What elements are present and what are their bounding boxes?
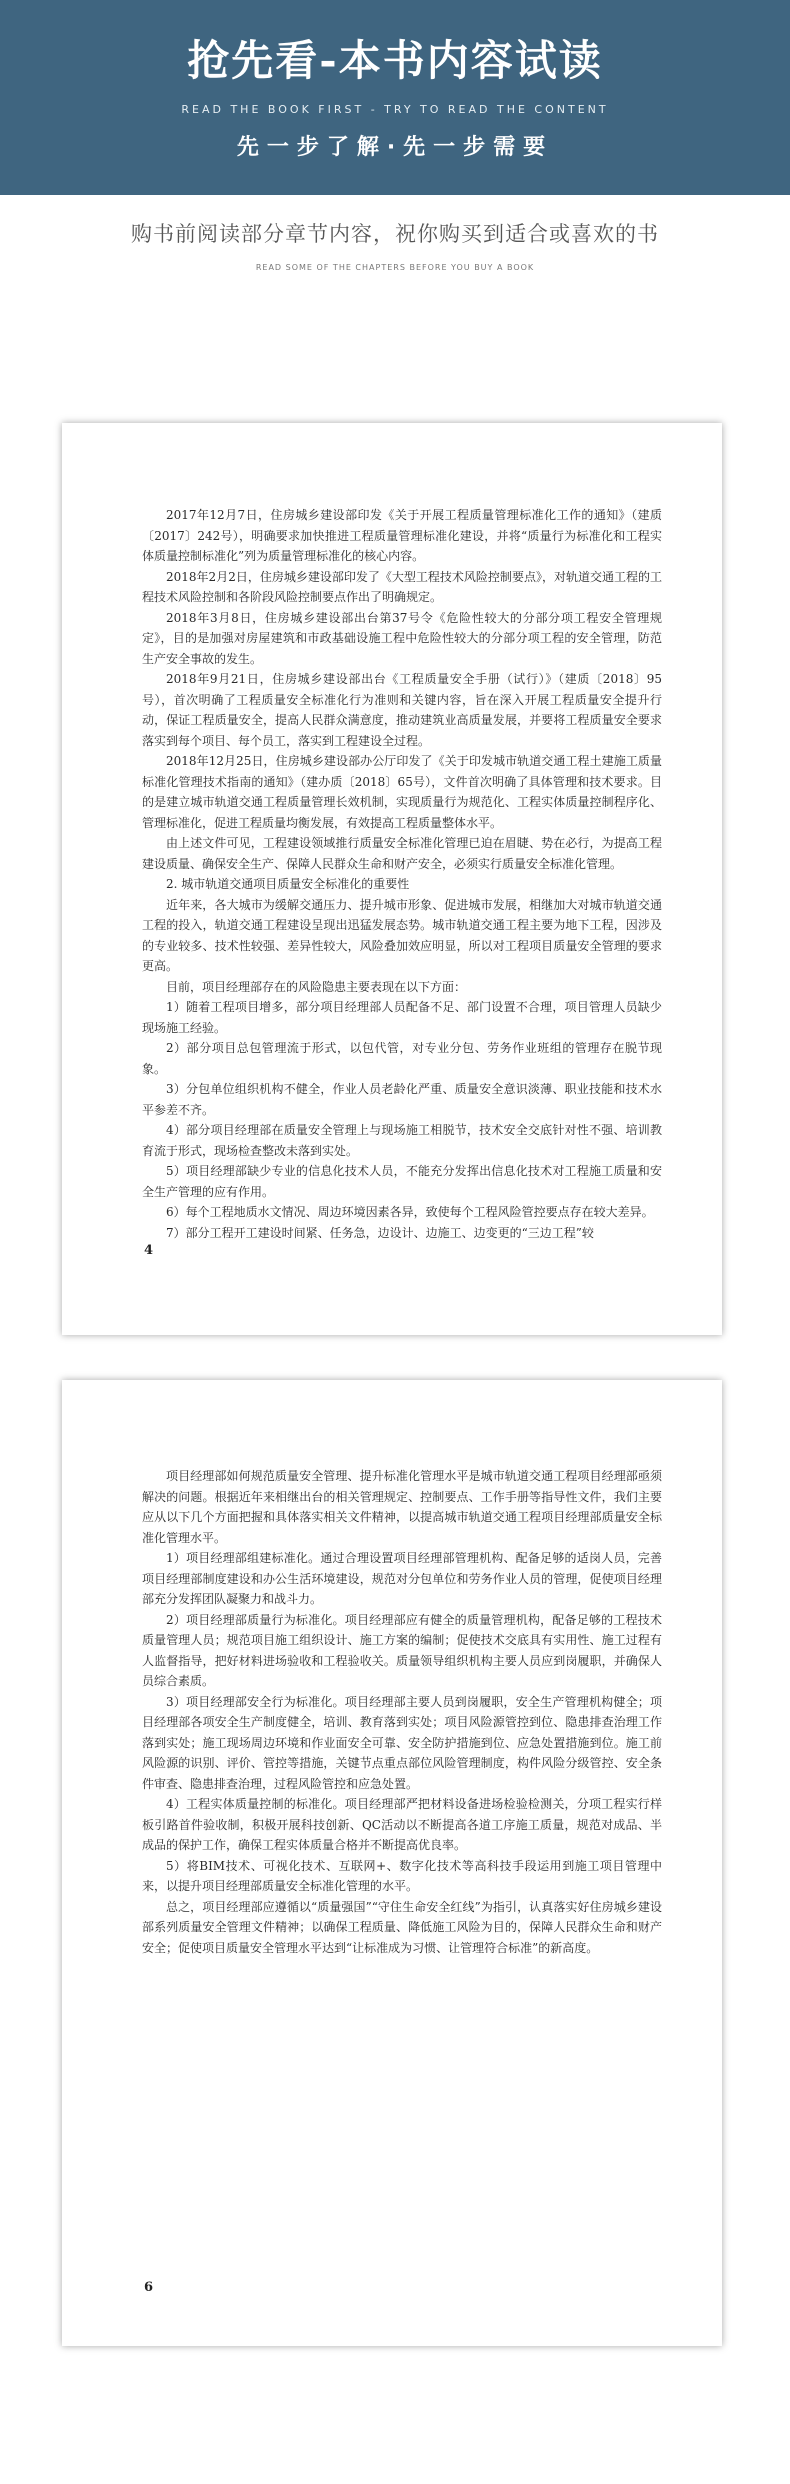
header-banner [0, 0, 790, 195]
paragraph: 2018年2月2日，住房城乡建设部印发了《大型工程技术风险控制要点》，对轨道交通工程的工程技术风险控制和各阶段风险控制要点作出了明确规定。 [142, 569, 662, 604]
list-item: 6）每个工程地质水文情况、周边环境因素各异，致使每个工程风险管控要点存在较大差异。 [166, 1205, 654, 1219]
paragraph: 总之，项目经理部应遵循以“质量强国”“守住生命安全红线”为指引，认真落实好住房城乡建设部系列质量安全管理文件精神；以确保工程质量、降低施工风险为目的，保障人民群众生命和财产安全；促使项目质量安全管理水平达到“让标准成为习惯、让管理符合标准”的新高度。 [142, 1899, 662, 1955]
list-item: 2）项目经理部质量行为标准化。项目经理部应有健全的质量管理机构，配备足够的工程技术质量管理人员；规范项目施工组织设计、施工方案的编制；促使技术交底具有实用性、施工过程有人监督指导，把好材料进场验收和工程验收关。质量领导组织机构主要人员应到岗履职，并确保人员综合素质。 [142, 1612, 662, 1688]
book-page [62, 423, 722, 1335]
paragraph: 2017年12月7日，住房城乡建设部印发《关于开展工程质量管理标准化工作的通知》（建质〔2017〕242号），明确要求加快推进工程质量管理标准化建设，并将“质量行为标准化和工程实体质量控制标准化”列为质量管理标准化的核心内容。 [142, 508, 662, 563]
page-body [142, 505, 662, 1243]
list-item: 7）部分工程开工建设时间紧、任务急，边设计、边施工、边变更的“三边工程”较 [166, 1225, 594, 1240]
list-item: 4）部分项目经理部在质量安全管理上与现场施工相脱节，技术安全交底针对性不强、培训教育流于形式，现场检查整改未落到实处。 [142, 1123, 662, 1158]
intro-subtext: READ SOME OF THE CHAPTERS BEFORE YOU BUY A BOOK [255, 263, 535, 272]
list-item: 4）工程实体质量控制的标准化。项目经理部严把材料设备进场检验检测关，分项工程实行样板引路首件验收制，积极开展科技创新、QC活动以不断提高各道工序施工质量，规范对成品、半成品的保护工作，确保工程实体质量合格并不断提高优良率。 [142, 1797, 662, 1852]
list-item: 2）部分项目总包管理流于形式，以包代管，对专业分包、劳务作业班组的管理存在脱节现象。 [142, 1041, 662, 1076]
list-item: 5）项目经理部缺少专业的信息化技术人员，不能充分发挥出信息化技术对工程施工质量和安全生产管理的应有作用。 [142, 1164, 662, 1199]
paragraph: 2018年9月21日，住房城乡建设部出台《工程质量安全手册（试行）》（建质〔2018〕95号），首次明确了工程质量安全标准化行为准则和关键内容，旨在深入开展工程质量安全提升行动，保证工程质量安全，提高人民群众满意度，推动建筑业高质量发展，并要将工程质量安全要求落实到每个项目、每个员工，落实到工程建设全过程。 [142, 672, 662, 748]
section-heading: 2. 城市轨道交通项目质量安全标准化的重要性 [166, 877, 410, 891]
paragraph: 2018年12月25日，住房城乡建设部办公厅印发了《关于印发城市轨道交通工程土建施工质量标准化管理技术指南的通知》（建办质〔2018〕65号），文件首次明确了具体管理和技术要求。目的是建立城市轨道交通工程质量管理长效机制，实现质量行为规范化、工程实体质量控制程序化、管理标准化，促进工程质量均衡发展，有效提高工程质量整体水平。 [142, 754, 662, 830]
paragraph: 近年来，各大城市为缓解交通压力、提升城市形象、促进城市发展，相继加大对城市轨道交通工程的投入，轨道交通工程建设呈现出迅猛发展态势。城市轨道交通工程主要为地下工程，因涉及的专业较多、技术性较强、差异性较大，风险叠加效应明显，所以对工程项目质量安全管理的要求更高。 [142, 897, 662, 973]
intro-text: 购书前阅读部分章节内容，祝你购买到适合或喜欢的书 [131, 222, 659, 246]
list-item: 3）项目经理部安全行为标准化。项目经理部主要人员到岗履职，安全生产管理机构健全；项目经理部各项安全生产制度健全，培训、教育落到实处；项目风险源管控到位、隐患排查治理工作落到实处；施工现场周边环境和作业面安全可靠、安全防护措施到位、应急处置措施到位。施工前风险源的识别、评价、管控等措施，关键节点重点部位风险管理制度，构件风险分级管控、安全条件审查、隐患排查治理，过程风险管控和应急处置。 [142, 1694, 662, 1791]
list-item: 5）将BIM技术、可视化技术、互联网+、数字化技术等高科技手段运用到施工项目管理中来，以提升项目经理部质量安全标准化管理的水平。 [142, 1858, 662, 1893]
book-page [62, 1380, 722, 2346]
paragraph: 由上述文件可见，工程建设领域推行质量安全标准化管理已迫在眉睫、势在必行，为提高工程建设质量、确保安全生产、保障人民群众生命和财产安全，必须实行质量安全标准化管理。 [142, 836, 662, 871]
page-number: 6 [144, 2280, 154, 2295]
list-item: 3）分包单位组织机构不健全，作业人员老龄化严重、质量安全意识淡薄、职业技能和技术水平参差不齐。 [142, 1082, 662, 1117]
paragraph: 目前，项目经理部存在的风险隐患主要表现在以下方面： [166, 979, 467, 994]
paragraph: 项目经理部如何规范质量安全管理、提升标准化管理水平是城市轨道交通工程项目经理部亟须解决的问题。根据近年来相继出台的相关管理规定、控制要点、工作手册等指导性文件，我们主要应从以下几个方面把握和具体落实相关文件精神，以提高城市轨道交通工程项目经理部质量安全标准化管理水平。 [142, 1469, 662, 1545]
page-number: 4 [144, 1243, 154, 1258]
list-item: 1）项目经理部组建标准化。通过合理设置项目经理部管理机构、配备足够的适岗人员，完善项目经理部制度建设和办公生活环境建设，规范对分包单位和劳务作业人员的管理，促使项目经理部充分发挥团队凝聚力和战斗力。 [142, 1551, 662, 1606]
paragraph: 2018年3月8日，住房城乡建设部出台第37号令《危险性较大的分部分项工程安全管理规定》，目的是加强对房屋建筑和市政基础设施工程中危险性较大的分部分项工程的安全管理，防范生产安全事故的发生。 [142, 610, 662, 666]
page-body [142, 1466, 662, 1958]
banner-tagline: 先一步了解·先一步需要 [236, 135, 554, 160]
banner-title: 抢先看-本书内容试读 [187, 36, 603, 85]
list-item: 1）随着工程项目增多，部分项目经理部人员配备不足、部门设置不合理，项目管理人员缺少现场施工经验。 [142, 1000, 662, 1035]
banner-subtitle: READ THE BOOK FIRST - TRY TO READ THE CONTENT [181, 103, 609, 116]
